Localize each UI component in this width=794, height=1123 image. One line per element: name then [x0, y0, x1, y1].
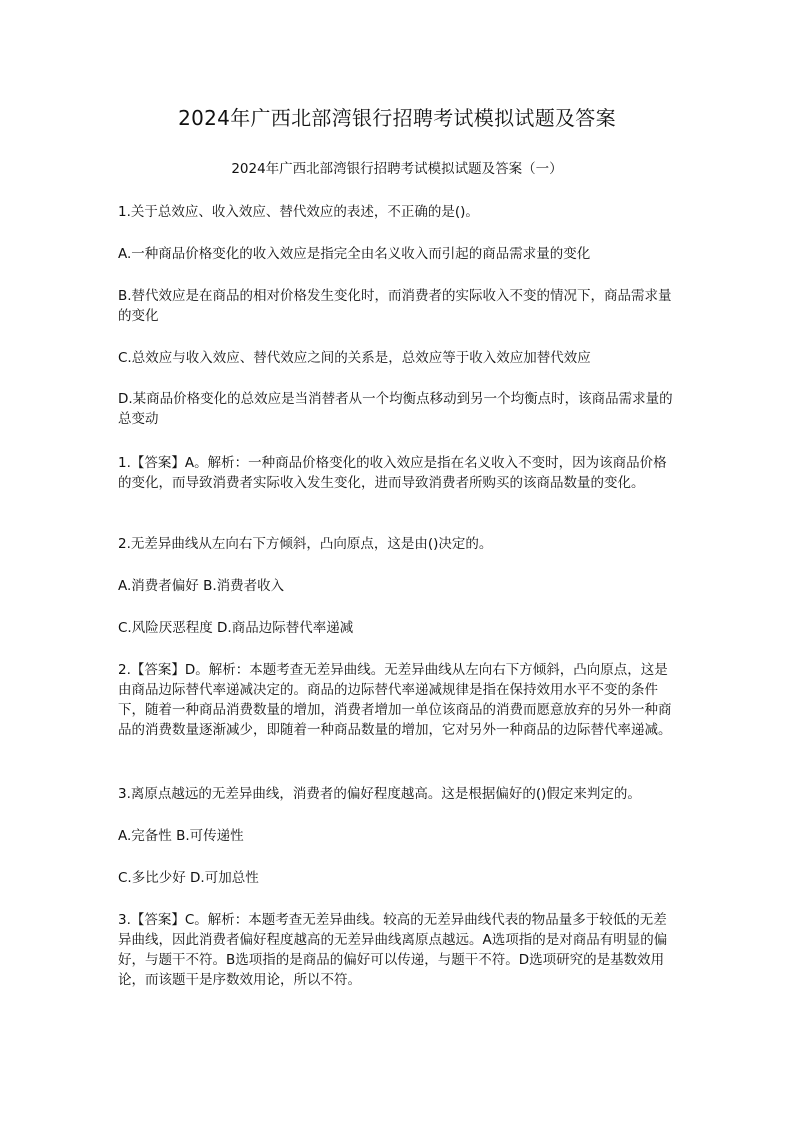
q2-options-ab: A.消费者偏好 B.消费者收入: [118, 578, 285, 594]
q2-options-cd: C.风险厌恶程度 D.商品边际替代率递减: [118, 620, 354, 636]
q1-answer: 1.【答案】A。解析：一种商品价格变化的收入效应是指在名义收入不变时，因为该商品价格的变化，而导致消费者实际收入发生变化，进而导致消费者所购买的该商品数量的变化。: [118, 455, 667, 491]
q2-answer: 2.【答案】D。解析：本题考查无差异曲线。无差异曲线从左向右下方倾斜，凸向原点，这是由商品边际替代率递减决定的。商品的边际替代率递减规律是指在保持效用水平不变的条件下，随着一种商品消费数量的增加，消费者增加一单位该商品的消费而愿意放弃的另外一种商品的消费数量逐渐减少，即随着一种商品数量的增加，它对另外一种商品的边际替代率递减。: [118, 662, 672, 738]
q1-option-b: B.替代效应是在商品的相对价格发生变化时，而消费者的实际收入不变的情况下，商品需求量的变化: [118, 288, 672, 324]
q1-stem: 1.关于总效应、收入效应、替代效应的表述，不正确的是()。: [118, 204, 479, 220]
q1-option-a: A.一种商品价格变化的收入效应是指完全由名义收入而引起的商品需求量的变化: [118, 246, 591, 262]
q3-stem: 3.离原点越远的无差异曲线，消费者的偏好程度越高。这是根据偏好的()假定来判定的。: [118, 786, 641, 802]
q3-options-ab: A.完备性 B.可传递性: [118, 828, 244, 844]
q3-options-cd: C.多比少好 D.可加总性: [118, 870, 259, 886]
q1-option-d: D.某商品价格变化的总效应是当消替者从一个均衡点移动到另一个均衡点时，该商品需求量的总变动: [118, 391, 673, 427]
q3-answer: 3.【答案】C。解析：本题考查无差异曲线。较高的无差异曲线代表的物品量多于较低的无差异曲线，因此消费者偏好程度越高的无差异曲线离原点越远。A选项指的是对商品有明显的偏好，与题干不符。B选项指的是商品的偏好可以传递，与题干不符。D选项研究的是基数效用论，而该题干是序数效用论，所以不符。: [118, 912, 668, 988]
q1-option-c: C.总效应与收入效应、替代效应之间的关系是，总效应等于收入效应加替代效应: [118, 350, 591, 366]
document-subtitle: 2024年广西北部湾银行招聘考试模拟试题及答案（一）: [231, 161, 563, 177]
q2-stem: 2.无差异曲线从左向右下方倾斜，凸向原点，这是由()决定的。: [118, 536, 493, 552]
document-title: 2024年广西北部湾银行招聘考试模拟试题及答案: [178, 106, 616, 130]
